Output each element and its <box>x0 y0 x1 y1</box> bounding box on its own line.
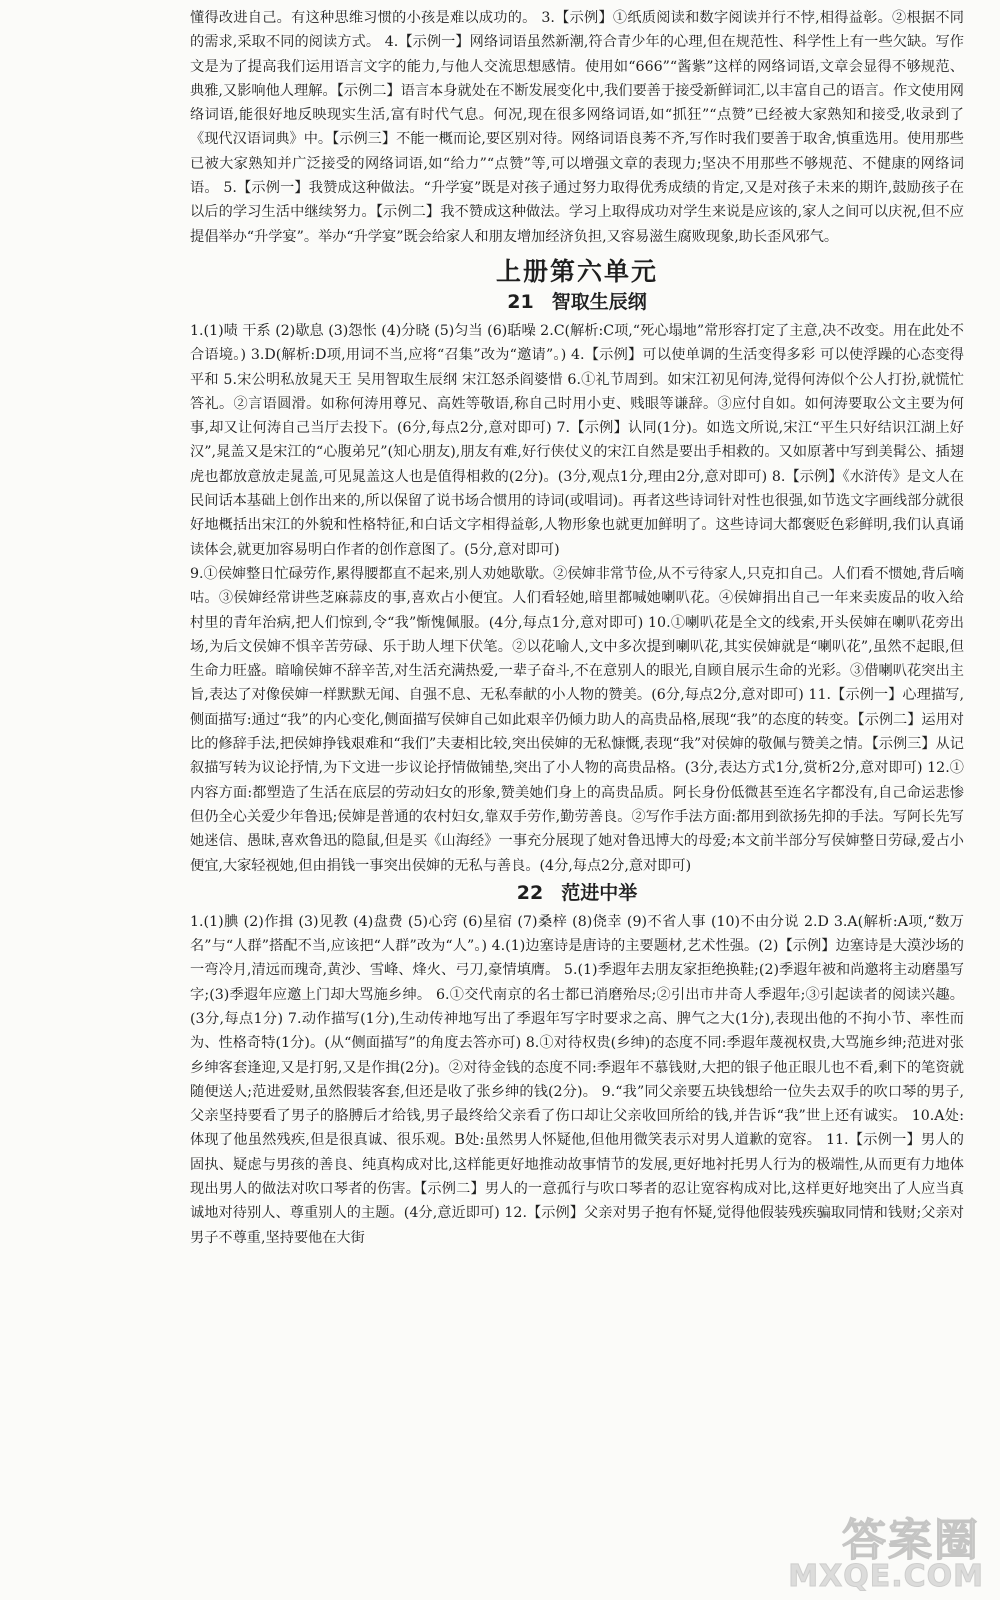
lesson-22-answers: 1.(1)腆 (2)作揖 (3)见教 (4)盘费 (5)心窍 (6)星宿 (7)桑梓 (8)侥幸 (9)不省人事 (10)不由分说 2.D 3.A(解析:A项,“数万名”与“人群”搭配不当,应该把“人群”改为“人”。) 4.(1)边塞诗是唐诗的主要题材,艺术性强。(2)【示例】边塞诗是大漠沙场的一弯冷月,清远而瑰奇,黄沙、雪峰、烽火、弓刀,豪情填膺。 5.(1)季遐年去朋友家拒绝换鞋;(2)季遐年被和尚邀将主动磨墨写字;(3)季遐年应邀上门却大骂施乡绅。 6.①交代南京的名士都已消磨殆尽;②引出市井奇人季遐年;③引起读者的阅读兴趣。(3分,每点1分) 7.动作描写(1分),生动传神地写出了季遐年写字时要求之高、脾气之大(1分),表现出他的不拘小节、率性而为、性格奇特(1分)。(从“侧面描写”的角度去答亦可) 8.①对待权贵(乡绅)的态度不同:季遐年蔑视权贵,大骂施乡绅;范进对张乡绅客套逢迎,又是打躬,又是作揖(2分)。②对待金钱的态度不同:季遐年不慕钱财,大把的银子他正眼儿也不看,剩下的笔资就随便送人;范进爱财,虽然假装客套,但还是收了张乡绅的钱(2分)。 9.“我”同父亲要五块钱想给一位失去双手的吹口琴的男子,父亲坚持要看了男子的胳膊后才给钱,男子最终给父亲看了伤口却让父亲收回所给的钱,并告诉“我”世上还有诚实。 10.A处:体现了他虽然残疾,但是很真诚、很乐观。B处:虽然男人怀疑他,但他用微笑表示对男人道歉的宽容。 11.【示例一】男人的固执、疑虑与男孩的善良、纯真构成对比,这样能更好地推动故事情节的发展,更好地衬托男人行为的极端性,从而更有力地体现出男人的做法对吹口琴者的伤害。【示例二】男人的一意孤行与吹口琴者的忍让宽容构成对比,这样更好地突出了人应当真诚地对待别人、尊重别人的主题。(4分,意近即可) 12.【示例】父亲对男子抱有怀疑,觉得他假装残疾骗取同情和钱财;父亲对男子不尊重,坚持要他在大街 <box>190 913 964 1246</box>
lesson-21-answers-part1: 1.(1)啧 干系 (2)歇息 (3)怨怅 (4)分晓 (5)匀当 (6)聒噪 2.C(解析:C项,“死心塌地”常形容打定了主意,决不改变。用在此处不合语境。) 3.D(解析:D项,用词不当,应将“召集”改为“邀请”。) 4.【示例】可以使单调的生活变得多彩 可以使浮躁的心态变得平和 5.宋公明私放晁天王 吴用智取生辰纲 宋江怒杀阎婆惜 6.①礼节周到。如宋江初见何涛,觉得何涛似个公人打扮,就慌忙答礼。②言语圆滑。如称何涛用尊兄、高姓等敬语,称自己时用小吏、贱眼等谦辞。③应付自如。如何涛要取公文主要为何事,却又让何涛自己当厅去投下。(6分,每点2分,意对即可) 7.【示例】认同(1分)。如选文所说,宋江“平生只好结识江湖上好汉”,晁盖又是宋江的“心腹弟兄”(知心朋友),朋友有难,好行侠仗义的宋江自然是要出手相救的。又如原著中写到美髯公、插翅虎也都放意放走晁盖,可见晁盖这人也是值得相救的(2分)。(3分,观点1分,理由2分,意对即可) 8.【示例】《水浒传》是文人在民间话本基础上创作出来的,所以保留了说书场合惯用的诗词(或唱词)。再者这些诗词针对性也很强,如节选文字画线部分就很好地概括出宋江的外貌和性格特征,和白话文字相得益彰,人物形象也就更加鲜明了。这些诗词大都褒贬色彩鲜明,我们认真诵读体会,就更加容易明白作者的创作意图了。(5分,意对即可) <box>190 322 964 558</box>
lesson-21-answers-part2: 9.①侯婶整日忙碌劳作,累得腰都直不起来,别人劝她歇歇。②侯婶非常节俭,从不亏待家人,只克扣自己。人们看不惯她,背后嘀咕。③侯婶经常讲些芝麻蒜皮的事,喜欢占小便宜。人们看轻她,暗里都喊她喇叭花。④侯婶捐出自己一年来卖废品的收入给村里的青年治病,把人们惊到,令“我”惭愧佩服。(4分,每点1分,意对即可) 10.①喇叭花是全文的线索,开头侯婶在喇叭花旁出场,为后文侯婶不惧辛苦劳碌、乐于助人埋下伏笔。②以花喻人,文中多次提到喇叭花,其实侯婶就是“喇叭花”,虽然不起眼,但生命力旺盛。暗喻侯婶不辞辛苦,对生活充满热爱,一辈子奋斗,不在意别人的眼光,自顾自展示生命的光彩。③借喇叭花突出主旨,表达了对像侯婶一样默默无闻、自强不息、无私奉献的小人物的赞美。(6分,每点2分,意对即可) 11.【示例一】心理描写,侧面描写:通过“我”的内心变化,侧面描写侯婶自己如此艰辛仍倾力助人的高贵品格,展现“我”的态度的转变。【示例二】运用对比的修辞手法,把侯婶挣钱艰难和“我们”夫妻相比较,突出侯婶的无私慷慨,表现“我”对侯婶的敬佩与赞美之情。【示例三】从记叙描写转为议论抒情,为下文进一步议论抒情做铺垫,突出了小人物的高贵品格。(3分,表达方式1分,赏析2分,意对即可) 12.①内容方面:都塑造了生活在底层的劳动妇女的形象,赞美她们身上的高贵品质。阿长身份低微甚至连名字都没有,自己命运悲惨但仍全心关爱少年鲁迅;侯婶是普通的农村妇女,靠双手劳作,勤劳善良。②写作手法方面:都用到欲扬先抑的手法。写阿长先写她迷信、愚昧,喜欢鲁迅的隐鼠,但是买《山海经》一事充分展现了她对鲁迅博大的母爱;本文前半部分写侯婶整日劳碌,爱占小便宜,大家轻视她,但由捐钱一事突出侯婶的无私与善良。(4分,每点2分,意对即可) <box>190 565 964 874</box>
lesson-name: 智取生辰纲 <box>551 290 647 313</box>
site-watermark <box>770 1504 990 1594</box>
lesson-number: 22 <box>516 881 544 904</box>
intro-paragraph: 懂得改进自己。有这种思维习惯的小孩是难以成功的。 3.【示例】①纸质阅读和数字阅读并行不悖,相得益彰。②根据不同的需求,采取不同的阅读方式。 4.【示例一】网络词语虽然新潮,符合青少年的心理,但在规范性、科学性上有一些欠缺。写作文是为了提高我们运用语言文字的能力,与他人交流思想感情。使用如“666”“酱紫”这样的网络词语,文章会显得不够规范、典雅,又影响他人理解。【示例二】语言本身就处在不断发展变化中,我们要善于接受新鲜词汇,以丰富自己的语言。作文使用网络词语,能很好地反映现实生活,富有时代气息。何况,现在很多网络词语,如“抓狂”“点赞”已经被大家熟知和接受,收录到了《现代汉语词典》中。【示例三】不能一概而论,要区别对待。网络词语良莠不齐,写作时我们要善于取舍,慎重选用。使用那些已被大家熟知并广泛接受的网络词语,如“给力”“点赞”等,可以增强文章的表现力;坚决不用那些不够规范、不健康的网络词语。 5.【示例一】我赞成这种做法。“升学宴”既是对孩子通过努力取得优秀成绩的肯定,又是对孩子未来的期许,鼓励孩子在以后的学习生活中继续努力。【示例二】我不赞成这种做法。学习上取得成功对学生来说是应该的,家人之间可以庆祝,但不应提倡举办“升学宴”。举办“升学宴”既会给家人和朋友增加经济负担,又容易滋生腐败现象,助长歪风邪气。 <box>190 10 964 245</box>
watermark-logo: 答案圈 <box>842 1515 980 1566</box>
watermark-url: MXQE.COM <box>788 1559 984 1594</box>
lesson-number: 21 <box>507 290 534 313</box>
lesson-title-22 <box>190 880 964 906</box>
lesson-name: 范进中举 <box>561 881 638 904</box>
unit-title: 上册第六单元 <box>495 256 658 286</box>
lesson-title-21 <box>190 289 964 315</box>
